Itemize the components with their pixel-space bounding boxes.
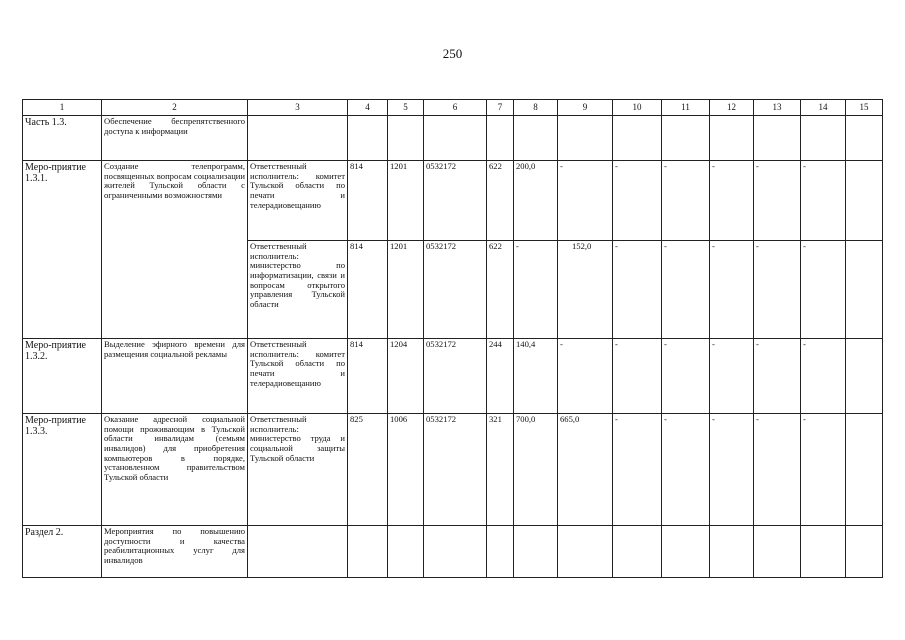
row-label: Раздел 2. <box>23 526 102 578</box>
amount-cell: - <box>662 414 710 526</box>
column-number: 3 <box>248 100 348 116</box>
table-row <box>23 161 883 241</box>
column-number: 12 <box>710 100 754 116</box>
amount-cell: - <box>754 414 801 526</box>
kbk-cell: 622 <box>487 241 514 339</box>
kbk-cell: 1201 <box>388 161 424 241</box>
row-label: Меро-приятие 1.3.1. <box>23 161 102 339</box>
kbk-cell: 0532172 <box>424 161 487 241</box>
kbk-cell: 814 <box>348 161 388 241</box>
amount-cell: - <box>754 241 801 339</box>
row-label: Меро-приятие 1.3.2. <box>23 339 102 414</box>
amount-cell: - <box>710 241 754 339</box>
column-number: 4 <box>348 100 388 116</box>
amount-cell: - <box>613 339 662 414</box>
amount-cell: - <box>514 241 558 339</box>
table-row <box>23 414 883 526</box>
amount-cell: 200,0 <box>514 161 558 241</box>
column-number: 9 <box>558 100 613 116</box>
kbk-cell: 814 <box>348 339 388 414</box>
amount-cell: - <box>662 241 710 339</box>
kbk-cell: 1201 <box>388 241 424 339</box>
amount-cell: - <box>558 339 613 414</box>
column-number: 14 <box>801 100 846 116</box>
table-row <box>23 116 883 161</box>
kbk-cell: 244 <box>487 339 514 414</box>
amount-cell: 665,0 <box>558 414 613 526</box>
amount-cell: - <box>710 414 754 526</box>
amount-cell: - <box>613 414 662 526</box>
kbk-cell: 814 <box>348 241 388 339</box>
column-number: 10 <box>613 100 662 116</box>
amount-cell: - <box>801 241 846 339</box>
column-number: 6 <box>424 100 487 116</box>
kbk-cell: 622 <box>487 161 514 241</box>
activity-name: Выделение эфирного времени для размещения социальной рекламы <box>102 339 248 414</box>
amount-cell <box>846 414 883 526</box>
amount-cell: - <box>754 339 801 414</box>
amount-cell <box>846 339 883 414</box>
executor-cell: Ответственный исполнитель: министерство по информатизации, связи и вопросам открытого управления Тульской области <box>248 241 348 339</box>
kbk-cell: 321 <box>487 414 514 526</box>
kbk-cell: 825 <box>348 414 388 526</box>
amount-cell: - <box>710 339 754 414</box>
activity-name: Оказание адресной социальной помощи проживающим в Тульской области инвалидам (семьям инвалидов) для приобретения компьютеров в порядке, установленном правительством Тульской области <box>102 414 248 526</box>
amount-cell: - <box>801 161 846 241</box>
executor-cell: Ответственный исполнитель: комитет Тульской области по печати и телерадиовещанию <box>248 161 348 241</box>
amount-cell: - <box>662 161 710 241</box>
amount-cell: 152,0 <box>558 241 613 339</box>
activity-name: Обеспечение беспрепятственного доступа к информации <box>102 116 248 161</box>
budget-table <box>22 99 883 578</box>
kbk-cell: 0532172 <box>424 241 487 339</box>
amount-cell: - <box>801 339 846 414</box>
amount-cell: - <box>558 161 613 241</box>
column-number: 1 <box>23 100 102 116</box>
amount-cell: - <box>613 161 662 241</box>
kbk-cell: 1204 <box>388 339 424 414</box>
activity-name: Мероприятия по повышению доступности и качества реабилитационных услуг для инвалидов <box>102 526 248 578</box>
amount-cell: - <box>754 161 801 241</box>
column-number: 7 <box>487 100 514 116</box>
amount-cell: - <box>662 339 710 414</box>
amount-cell: 700,0 <box>514 414 558 526</box>
kbk-cell: 0532172 <box>424 339 487 414</box>
column-number: 2 <box>102 100 248 116</box>
kbk-cell: 1006 <box>388 414 424 526</box>
kbk-cell: 0532172 <box>424 414 487 526</box>
amount-cell <box>846 241 883 339</box>
executor-cell: Ответственный исполнитель: министерство труда и социальной защиты Тульской области <box>248 414 348 526</box>
row-label: Меро-приятие 1.3.3. <box>23 414 102 526</box>
executor-cell: Ответственный исполнитель: комитет Тульской области по печати и телерадиовещанию <box>248 339 348 414</box>
column-number: 5 <box>388 100 424 116</box>
row-label: Часть 1.3. <box>23 116 102 161</box>
table-row <box>23 526 883 578</box>
amount-cell: - <box>710 161 754 241</box>
activity-name: Создание телепрограмм, посвященных вопросам социализации жителей Тульской области с ограниченными возможностями <box>102 161 248 339</box>
column-number: 15 <box>846 100 883 116</box>
table-row <box>23 339 883 414</box>
amount-cell <box>846 161 883 241</box>
column-number: 11 <box>662 100 710 116</box>
column-number: 13 <box>754 100 801 116</box>
amount-cell: - <box>613 241 662 339</box>
amount-cell: - <box>801 414 846 526</box>
page-number: 250 <box>442 46 463 61</box>
column-number-row <box>23 100 883 116</box>
amount-cell: 140,4 <box>514 339 558 414</box>
column-number: 8 <box>514 100 558 116</box>
